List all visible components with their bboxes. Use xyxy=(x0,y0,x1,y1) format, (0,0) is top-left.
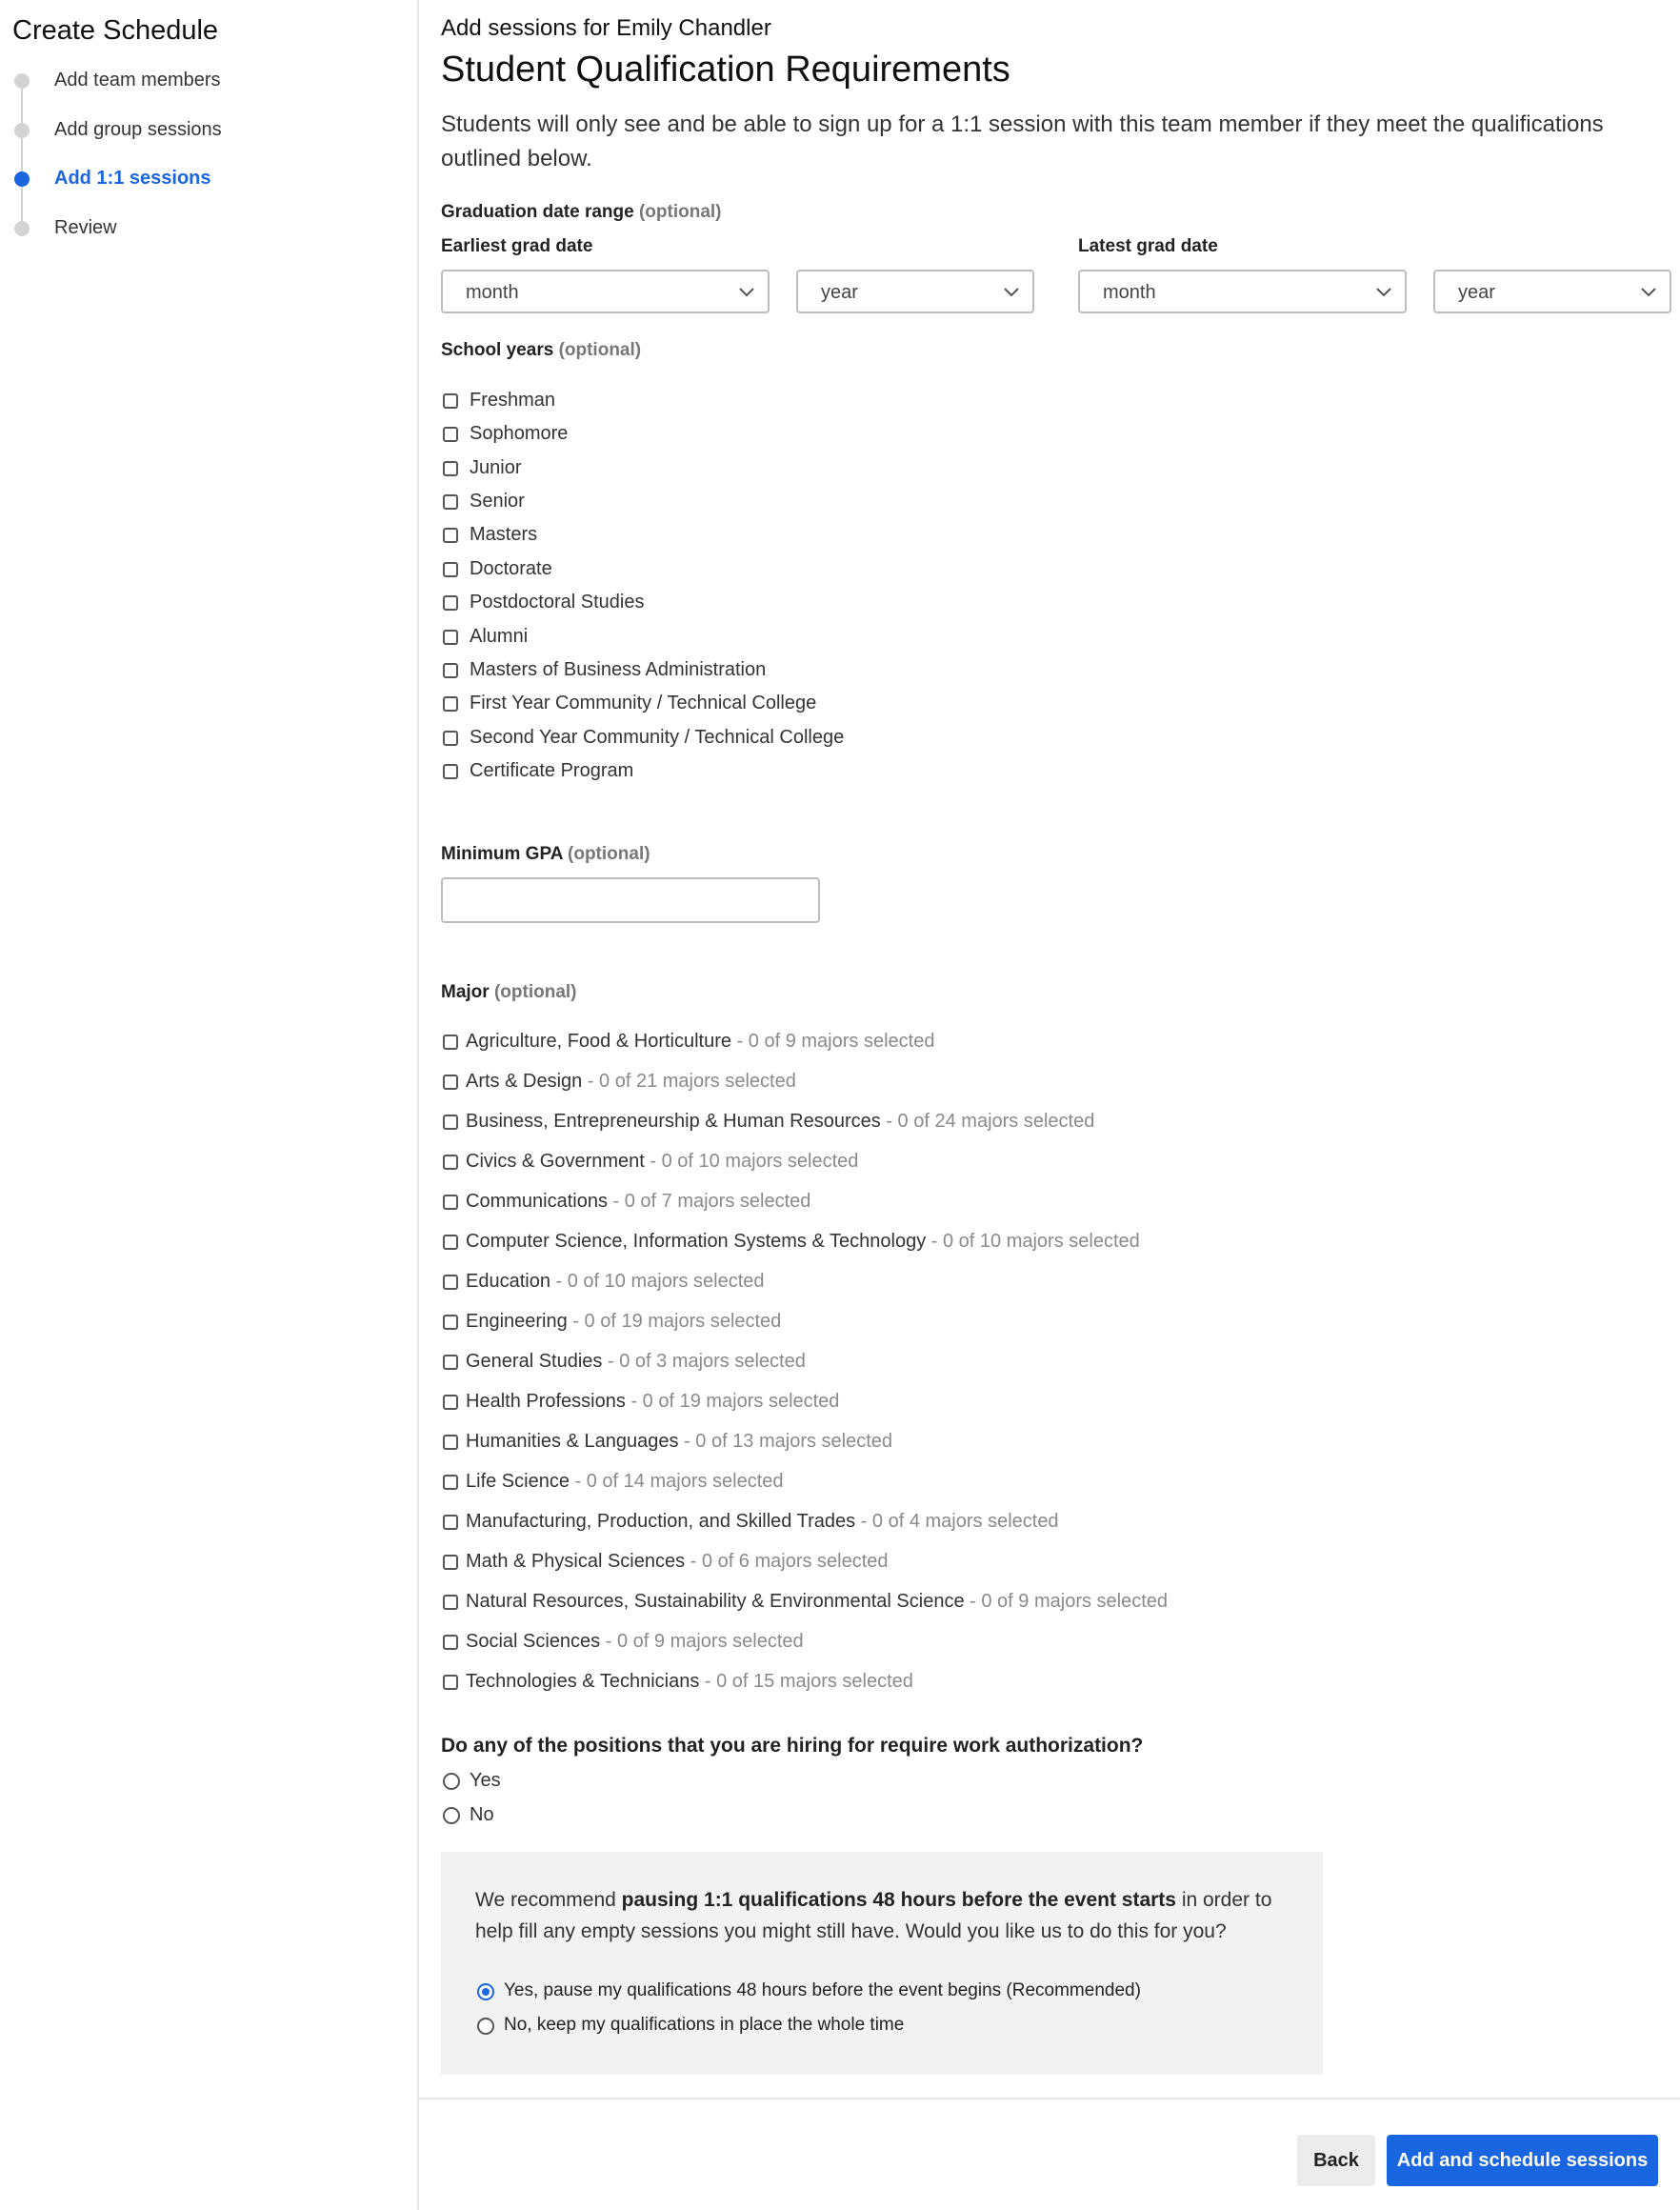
checkbox[interactable] xyxy=(443,1555,458,1570)
recommendation-text: We recommend pausing 1:1 qualifications 48 hours before the event starts in order to help fill any empty sessions you might still have. Would you like us to do this for you? xyxy=(475,1889,1272,1942)
checkbox[interactable] xyxy=(443,393,458,409)
checkbox[interactable] xyxy=(443,696,458,712)
school-years-label: School years (optional) xyxy=(441,340,642,360)
page-title: Student Qualification Requirements xyxy=(441,50,1010,90)
checkbox[interactable] xyxy=(443,764,458,779)
checkbox[interactable] xyxy=(443,1155,458,1170)
latest-month-select[interactable]: month xyxy=(1078,270,1407,313)
checkbox[interactable] xyxy=(443,595,458,611)
checkbox[interactable] xyxy=(443,1195,458,1210)
checkbox[interactable] xyxy=(443,1435,458,1450)
latest-grad-label: Latest grad date xyxy=(1078,236,1218,256)
stepper-line xyxy=(21,82,23,227)
step-label: Add group sessions xyxy=(54,119,222,140)
pause-qualifications-radio-no[interactable]: No, keep my qualifications in place the whole time xyxy=(475,2015,1256,2038)
checkbox[interactable] xyxy=(443,663,458,678)
step-indicator-icon xyxy=(14,123,30,138)
step-indicator-icon xyxy=(14,73,30,89)
step-add-group-sessions[interactable] xyxy=(0,115,410,144)
step-label: Add 1:1 sessions xyxy=(54,168,211,189)
checkbox[interactable] xyxy=(443,1475,458,1490)
back-button[interactable]: Back xyxy=(1297,2135,1375,2186)
gpa-label: Minimum GPA (optional) xyxy=(441,844,650,864)
checkbox[interactable] xyxy=(443,427,458,442)
step-add-team-members[interactable] xyxy=(0,66,410,94)
recommendation-panel xyxy=(441,1852,1323,2075)
step-add-1-1-sessions[interactable] xyxy=(0,164,410,192)
checkbox[interactable] xyxy=(443,1595,458,1610)
checkbox[interactable] xyxy=(443,731,458,746)
checkbox[interactable] xyxy=(443,1075,458,1090)
footer-divider xyxy=(417,2098,1680,2100)
sidebar-title: Create Schedule xyxy=(12,15,219,46)
checkbox[interactable] xyxy=(443,1315,458,1330)
checkbox[interactable] xyxy=(443,461,458,476)
checkbox[interactable] xyxy=(443,562,458,577)
radio-button[interactable] xyxy=(477,2018,494,2035)
work-auth-question: Do any of the positions that you are hiring for require work authorization? xyxy=(441,1735,1144,1757)
checkbox[interactable] xyxy=(443,1515,458,1530)
graduation-range-label: Graduation date range (optional) xyxy=(441,202,722,222)
chevron-down-icon xyxy=(737,285,756,298)
checkbox[interactable] xyxy=(443,1675,458,1690)
radio-button[interactable] xyxy=(443,1773,460,1790)
step-indicator-icon xyxy=(14,171,30,187)
step-review[interactable] xyxy=(0,213,410,242)
latest-year-select[interactable]: year xyxy=(1433,270,1671,313)
checkbox[interactable] xyxy=(443,494,458,510)
earliest-month-select[interactable]: month xyxy=(441,270,770,313)
step-label: Review xyxy=(54,217,117,238)
radio-button[interactable] xyxy=(443,1807,460,1824)
chevron-down-icon xyxy=(1374,285,1393,298)
page-description: Students will only see and be able to sign up for a 1:1 session with this team member if they meet the qualifications outlined below. xyxy=(441,111,1604,171)
add-and-schedule-button[interactable]: Add and schedule sessions xyxy=(1387,2135,1658,2186)
checkbox[interactable] xyxy=(443,1235,458,1250)
checkbox[interactable] xyxy=(443,528,458,543)
checkbox[interactable] xyxy=(443,1035,458,1050)
sidebar xyxy=(0,0,419,2210)
gpa-input[interactable] xyxy=(441,877,820,923)
step-indicator-icon xyxy=(14,221,30,236)
chevron-down-icon xyxy=(1002,285,1021,298)
step-label: Add team members xyxy=(54,70,221,90)
checkbox[interactable] xyxy=(443,1115,458,1130)
checkbox[interactable] xyxy=(443,630,458,645)
checkbox[interactable] xyxy=(443,1275,458,1290)
major-label: Major (optional) xyxy=(441,982,577,1002)
chevron-down-icon xyxy=(1639,285,1658,298)
earliest-year-select[interactable]: year xyxy=(796,270,1034,313)
earliest-grad-label: Earliest grad date xyxy=(441,236,593,256)
checkbox[interactable] xyxy=(443,1635,458,1650)
page-subtitle: Add sessions for Emily Chandler xyxy=(441,15,771,41)
radio-button[interactable] xyxy=(477,1983,494,2000)
checkbox[interactable] xyxy=(443,1355,458,1370)
checkbox[interactable] xyxy=(443,1395,458,1410)
pause-qualifications-radio-yes[interactable]: Yes, pause my qualifications 48 hours before the event begins (Recommended) xyxy=(475,1980,1256,2003)
